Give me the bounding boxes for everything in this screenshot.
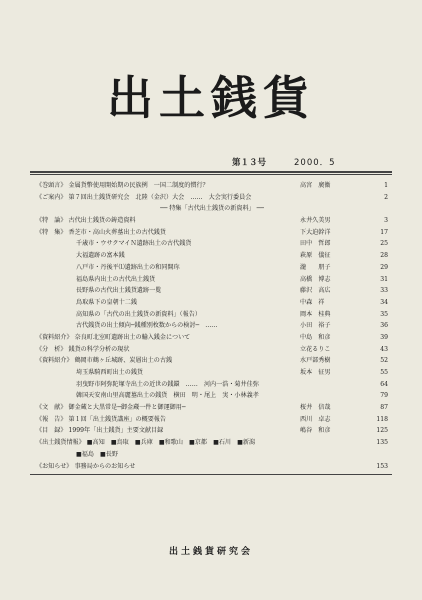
table-of-contents xyxy=(36,180,388,472)
toc-author: 田中 哲郎 xyxy=(300,240,331,248)
toc-page: 34 xyxy=(380,298,388,306)
toc-section: 《ご案内》 xyxy=(36,193,67,201)
toc-title: ■高知 ■鳥取 ■兵庫 ■和歌山 ■京都 ■石川 ■新潟 xyxy=(86,439,256,447)
toc-author: 中島 和彦 xyxy=(300,333,331,341)
toc-title: 福島県内出土の古代出土銭貨 xyxy=(76,275,156,283)
toc-author: 瀧 朋子 xyxy=(300,263,331,271)
toc-page: 135 xyxy=(376,439,388,447)
toc-row xyxy=(36,180,388,192)
toc-author: 萩原 儀征 xyxy=(300,252,331,260)
toc-page: 29 xyxy=(380,263,388,271)
toc-title: 第７回出土銭貨研究会 北陸（金沢）大会 …… 大会実行委員会 xyxy=(68,193,252,201)
toc-title: 長野県の古代出土銭貨遺跡一覧 xyxy=(76,287,162,295)
toc-section: 《資料紹介》 xyxy=(36,357,73,365)
toc-author: 嶋谷 和彦 xyxy=(300,427,331,435)
toc-author: 高橋 博志 xyxy=(300,275,331,283)
toc-title: 銭貨の科学分析の現状 xyxy=(68,345,130,353)
toc-author: 桜井 信哉 xyxy=(300,404,331,412)
toc-page: 118 xyxy=(376,415,388,423)
toc-section: 《巻頭言》 xyxy=(36,182,67,189)
toc-author: 西川 卓志 xyxy=(300,415,331,423)
toc-section: 《分 析》 xyxy=(36,345,67,353)
toc-row xyxy=(36,227,388,239)
toc-title: 韓国天安南山里高麗墓出土の銭貨 横田 明・尾上 実・小林義孝 xyxy=(76,392,259,400)
toc-page: 35 xyxy=(380,310,388,318)
toc-row xyxy=(36,344,388,356)
toc-page: 31 xyxy=(380,275,388,283)
toc-section: 《出土銭貨情報》 xyxy=(36,439,85,447)
publisher-name: 出土銭貨研究会 xyxy=(168,547,253,557)
toc-title: 埼玉県騎西町出土の銭貨 xyxy=(76,369,144,376)
toc-page: 25 xyxy=(380,240,388,248)
toc-row xyxy=(36,215,388,227)
toc-author: 立花るりこ xyxy=(300,345,331,353)
toc-page: 43 xyxy=(380,345,388,353)
toc-page: 17 xyxy=(380,228,388,236)
toc-author: 岡本 桂典 xyxy=(300,310,331,318)
toc-title: 奈良町北室町遺跡出土の輸入銭金について xyxy=(74,333,191,341)
toc-section: 《文 献》 xyxy=(36,404,67,412)
top-divider xyxy=(30,171,392,173)
toc-row xyxy=(36,192,388,204)
toc-row xyxy=(36,355,388,367)
toc-row xyxy=(36,274,388,286)
toc-section: 《目 録》 xyxy=(36,427,67,435)
toc-title: 大福遺跡の富本銭 xyxy=(76,252,125,260)
toc-row xyxy=(36,285,388,297)
toc-page: 125 xyxy=(376,427,388,435)
toc-title: 千歳市・ウサクマイＮ遺跡出土の古代銭貨 xyxy=(76,240,192,248)
toc-page: 33 xyxy=(380,287,388,295)
toc-author: 藤沢 高広 xyxy=(300,287,331,295)
toc-row xyxy=(36,262,388,274)
toc-title: 羽曳野市阿弥陀塚寺出土の近世の銭鐶 …… 河内一浩・菊井佳弥 xyxy=(76,380,259,388)
toc-row xyxy=(36,203,388,215)
toc-title: 鳥取県下の皇朝十二銭 xyxy=(76,298,137,306)
toc-title: 鶴岡市鶴ヶ丘城跡、炭層出土の古銭 xyxy=(74,357,173,365)
toc-row xyxy=(36,402,388,414)
toc-author: 小田 裕子 xyxy=(300,322,331,330)
toc-page: 79 xyxy=(380,392,388,400)
toc-row xyxy=(36,332,388,344)
toc-title: 事務局からのお知らせ xyxy=(74,462,136,470)
issue-number: 第１３号 xyxy=(232,158,267,168)
toc-section: 《特 論》 xyxy=(36,217,67,225)
toc-row xyxy=(36,250,388,262)
toc-row xyxy=(36,320,388,332)
toc-row xyxy=(36,437,388,449)
toc-title: 1999年「出土銭貨」主要文献目録 xyxy=(68,427,164,435)
toc-page: 28 xyxy=(380,252,388,260)
toc-page: 153 xyxy=(376,462,388,470)
top-divider-thin xyxy=(30,174,392,175)
toc-title: 御金蔵と大黒常是─御金蔵一件と御運御用─ xyxy=(68,404,186,412)
toc-title: 第１回「出土銭貨講座」の概要報告 xyxy=(68,415,166,423)
bottom-divider xyxy=(30,474,392,475)
toc-title: 香芝市・高山火葬墓出土の古代銭貨 xyxy=(68,228,166,236)
toc-page: 87 xyxy=(380,404,388,412)
issue-date: 2000．5 xyxy=(294,158,336,168)
toc-section: 《特 集》 xyxy=(36,228,67,236)
toc-row xyxy=(36,238,388,250)
toc-section: 《資料紹介》 xyxy=(36,333,73,341)
toc-title: ── 特集「古代出土銭貨の新資料」 ── xyxy=(160,205,264,213)
toc-title: 金属貨幣使用開始期の民族例 一国二制度的慣行？ xyxy=(68,182,209,189)
toc-row xyxy=(36,449,388,461)
toc-row xyxy=(36,461,388,473)
toc-row xyxy=(36,379,388,391)
toc-page: 64 xyxy=(380,380,388,388)
toc-author: 永井久美男 xyxy=(300,217,331,225)
toc-author: 水戸部秀樹 xyxy=(300,357,331,365)
toc-page: 3 xyxy=(384,217,388,225)
toc-row xyxy=(36,309,388,321)
toc-row xyxy=(36,414,388,426)
toc-row xyxy=(36,367,388,379)
toc-page: 55 xyxy=(380,369,388,376)
toc-author: 中森 祥 xyxy=(300,298,325,306)
issue-info xyxy=(232,156,336,168)
journal-title: 出土銭貨 xyxy=(107,71,315,125)
toc-section: 《報 告》 xyxy=(36,415,67,423)
toc-title: 八戸市・丹後平⑴遺跡出土の和同開珎 xyxy=(76,263,180,271)
toc-page: 39 xyxy=(380,333,388,341)
toc-row xyxy=(36,425,388,437)
toc-author: 坂本 征男 xyxy=(300,369,331,376)
toc-section: 《お知らせ》 xyxy=(36,462,73,470)
toc-page: 2 xyxy=(384,193,388,201)
toc-author: 下大迫幹洋 xyxy=(300,228,331,236)
toc-title: ■福島 ■長野 xyxy=(76,450,118,458)
toc-row xyxy=(36,297,388,309)
toc-page: 1 xyxy=(384,182,388,189)
toc-page: 52 xyxy=(380,357,388,365)
toc-title: 高知県の「古代の出土銭貨の新資料」（報告） xyxy=(76,310,201,318)
toc-author: 高宮 廣衞 xyxy=(300,182,331,189)
toc-title: 古代出土銭貨の鋳造資料 xyxy=(68,217,136,225)
toc-row xyxy=(36,390,388,402)
toc-title: 古代銭貨の出土傾向─銭種別枚数からの検討─ …… xyxy=(76,322,218,330)
toc-page: 36 xyxy=(380,322,388,330)
